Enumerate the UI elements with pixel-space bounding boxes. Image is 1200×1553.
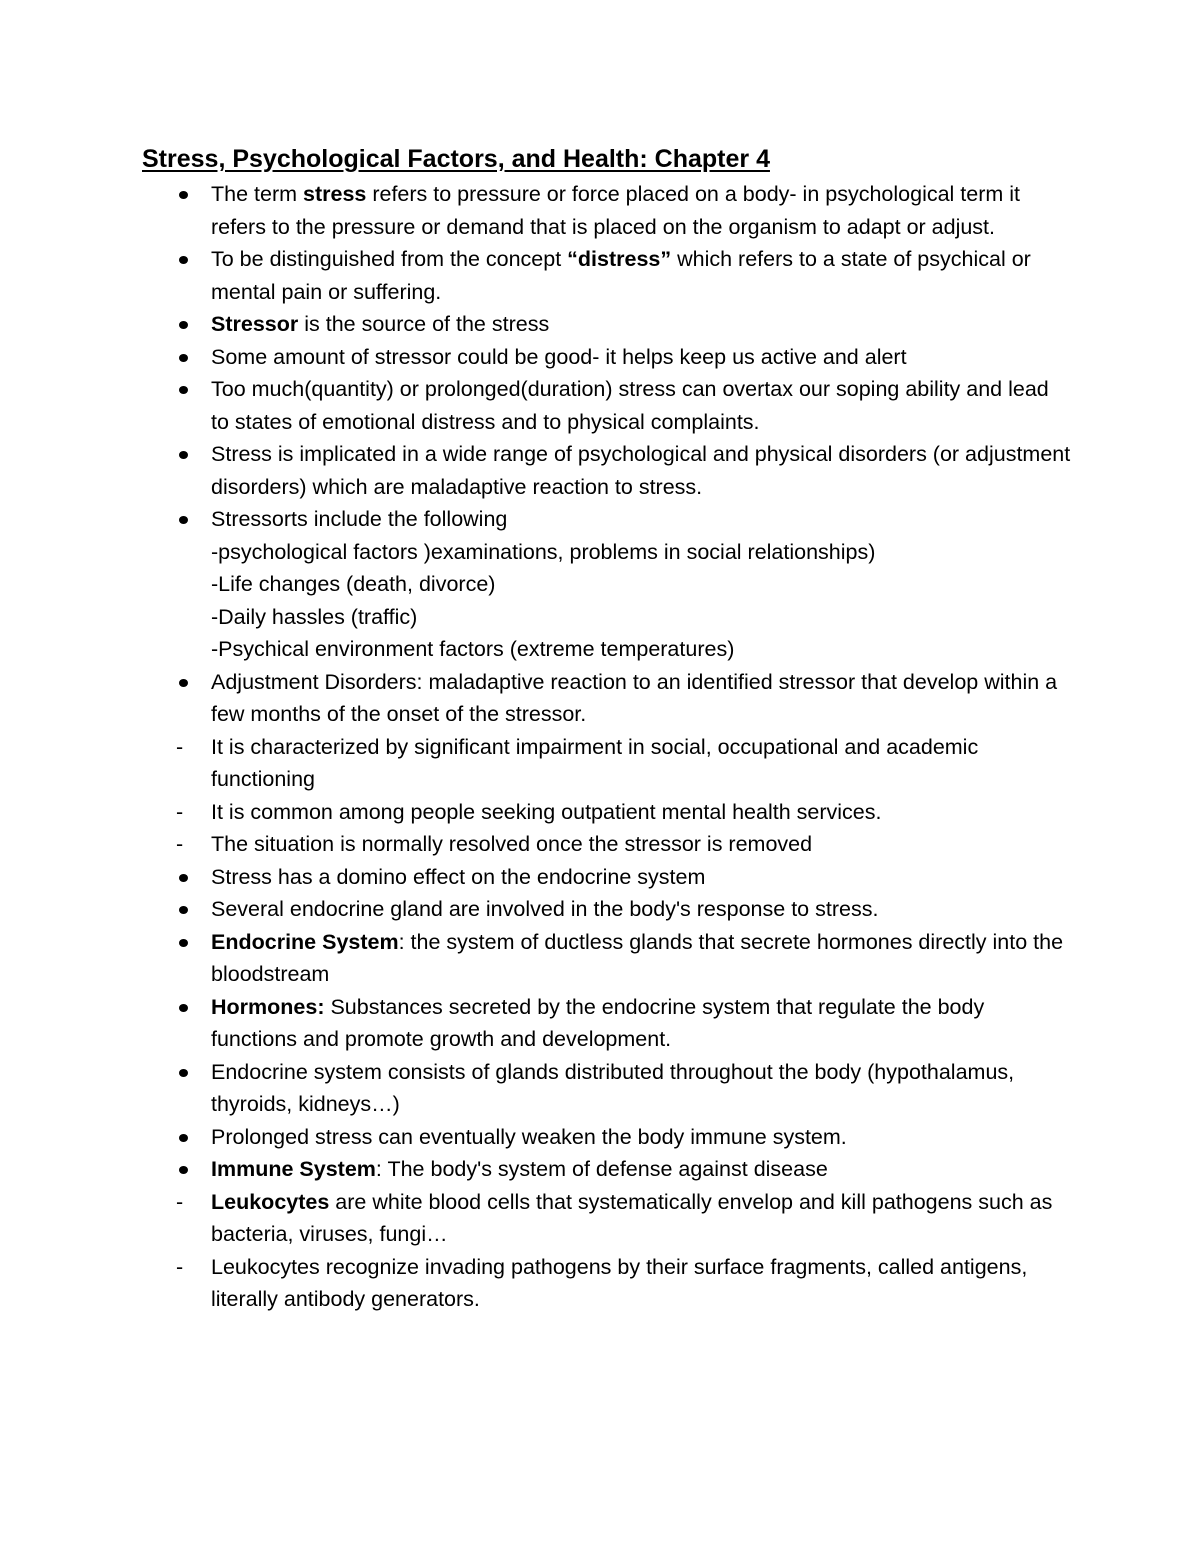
bullet-icon <box>176 341 196 374</box>
list-item-text <box>211 800 881 824</box>
list-item-text <box>211 442 1070 499</box>
bold-term: Stressor <box>211 312 299 336</box>
text-run: Stress has a domino effect on the endocrine system <box>211 864 706 889</box>
bullet-icon <box>176 1153 196 1186</box>
bullet-icon <box>176 373 196 406</box>
list-item <box>0 243 1071 308</box>
list-item <box>0 373 1071 438</box>
bullet-icon <box>176 991 196 1024</box>
bullet-icon <box>176 893 196 926</box>
list-item <box>0 341 1071 374</box>
list-item-text <box>211 312 549 336</box>
list-item-text <box>211 735 978 792</box>
list-item-text <box>211 1060 1014 1117</box>
list-item-text <box>211 995 984 1052</box>
text-run: which refers to a state of psychical or mental pain or suffering. <box>211 247 1031 304</box>
sub-list-line: -Life changes (death, divorce) <box>211 572 496 596</box>
bullet-icon <box>176 178 196 211</box>
list-item-text <box>211 247 1031 304</box>
list-item <box>0 828 1071 861</box>
bullet-icon <box>176 926 196 959</box>
bullet-icon <box>176 666 196 699</box>
sub-list-line: -psychological factors )examinations, problems in social relationships) <box>211 539 876 564</box>
text-run: The term <box>211 182 303 206</box>
list-item <box>0 926 1071 991</box>
list-item <box>0 731 1071 796</box>
bullet-icon <box>176 503 196 536</box>
sub-list-line: -Daily hassles (traffic) <box>211 604 418 629</box>
text-run: Prolonged stress can eventually weaken the body immune system. <box>211 1124 847 1149</box>
bold-term: Leukocytes <box>211 1189 330 1214</box>
page-title: Stress, Psychological Factors, and Health: Chapter 4 <box>142 145 770 173</box>
text-run: Stressorts include the following <box>211 507 508 531</box>
text-run: The situation is normally resolved once the stressor is removed <box>211 832 813 856</box>
sub-list-line: -Psychical environment factors (extreme temperatures) <box>211 637 735 661</box>
list-item-text <box>211 1190 1052 1247</box>
bullet-icon <box>176 438 196 471</box>
list-item <box>0 503 1071 666</box>
bullet-icon <box>176 243 196 276</box>
list-item-text <box>211 377 1049 434</box>
list-item-text <box>211 930 1063 987</box>
text-run: : The body's system of defense against disease <box>375 1157 828 1181</box>
list-item <box>0 991 1071 1056</box>
list-item <box>0 308 1071 341</box>
dash-icon <box>176 1186 196 1219</box>
text-run: Too much(quantity) or prolonged(duration) stress can overtax our soping ability and lead to states of emotional distress and to physical complaints. <box>211 377 1049 434</box>
bullet-icon <box>176 1056 196 1089</box>
list-item <box>0 1153 1071 1186</box>
dash-icon <box>176 1251 196 1284</box>
text-run: Adjustment Disorders: maladaptive reaction to an identified stressor that develop within a few months of the onset of the stressor. <box>211 669 1058 726</box>
list-item-text <box>211 507 507 531</box>
list-item-text <box>211 1255 1027 1312</box>
bold-term: stress <box>303 182 367 206</box>
list-item-text <box>211 1125 847 1149</box>
text-run: Some amount of stressor could be good- it helps keep us active and alert <box>211 344 907 369</box>
list-item-text <box>211 670 1057 727</box>
text-run: To be distinguished from the concept <box>211 247 568 271</box>
text-run: Leukocytes recognize invading pathogens by their surface fragments, called antigens, literally antibody generators. <box>211 1254 1028 1311</box>
list-item <box>0 893 1071 926</box>
dash-icon <box>176 796 196 829</box>
text-run: : the system of ductless glands that secrete hormones directly into the bloodstream <box>211 929 1064 986</box>
list-item-text <box>211 345 907 369</box>
list-item <box>0 666 1071 731</box>
bullet-icon <box>176 861 196 894</box>
bold-term: Immune System <box>211 1157 376 1181</box>
text-run: Endocrine system consists of glands distributed throughout the body (hypothalamus, thyroids, kidneys…) <box>211 1059 1015 1116</box>
list-item-text <box>211 1157 828 1181</box>
text-run: is the source of the stress <box>298 312 550 336</box>
dash-icon <box>176 828 196 861</box>
text-run: are white blood cells that systematically envelop and kill pathogens such as bacteria, viruses, fungi… <box>211 1189 1053 1246</box>
bold-term: Hormones: <box>211 994 325 1019</box>
text-run: refers to pressure or force placed on a body- in psychological term it refers to the pressure or demand that is placed on the organism to adapt or adjust. <box>211 182 1021 239</box>
list-item <box>0 1186 1071 1251</box>
list-item <box>0 1251 1071 1316</box>
bullet-icon <box>176 1121 196 1154</box>
list-item <box>0 861 1071 894</box>
bold-term: “distress” <box>567 247 672 271</box>
list-item <box>0 796 1071 829</box>
list-item-text <box>211 897 878 921</box>
list-item <box>0 1121 1071 1154</box>
text-run: Substances secreted by the endocrine system that regulate the body functions and promote growth and development. <box>211 994 985 1051</box>
text-run: It is common among people seeking outpatient mental health services. <box>211 799 882 824</box>
list-item <box>0 1056 1071 1121</box>
text-run: It is characterized by significant impairment in social, occupational and academic functioning <box>211 734 979 791</box>
text-run: Several endocrine gland are involved in the body's response to stress. <box>211 897 879 921</box>
list-item-text <box>211 865 705 889</box>
bullet-icon <box>176 308 196 341</box>
list-item-text <box>211 182 1020 239</box>
dash-icon <box>176 731 196 764</box>
text-run: Stress is implicated in a wide range of psychological and physical disorders (or adjustment disorders) which are maladaptive reaction to stress. <box>211 442 1071 499</box>
list-item-text <box>211 832 812 856</box>
list-item <box>0 178 1071 243</box>
notes-list <box>0 178 1200 1316</box>
bold-term: Endocrine System <box>211 929 399 954</box>
list-item <box>0 438 1071 503</box>
